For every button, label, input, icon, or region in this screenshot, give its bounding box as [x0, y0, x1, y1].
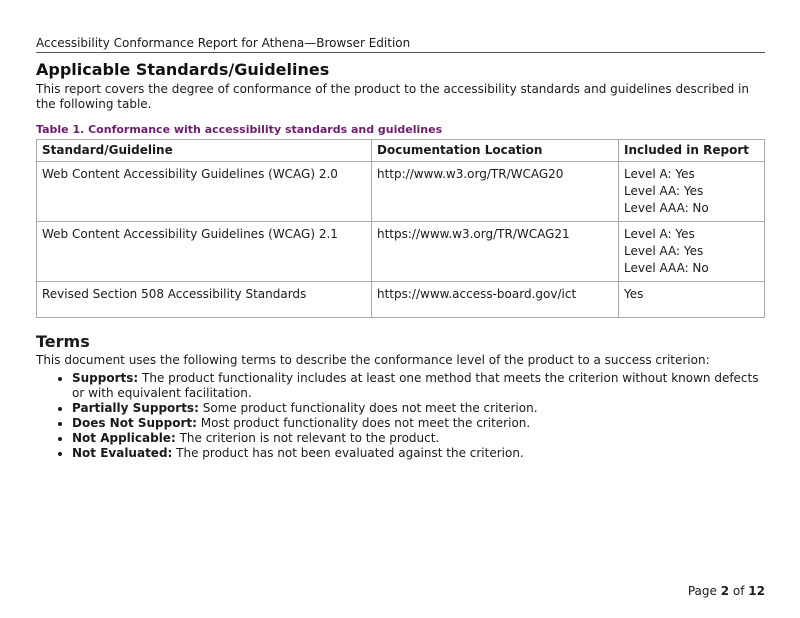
standard-cell: Web Content Accessibility Guidelines (WCAG) 2.0: [37, 162, 372, 222]
standard-cell: Revised Section 508 Accessibility Standards: [37, 282, 372, 318]
list-item: [72, 416, 765, 431]
page-footer: [688, 584, 765, 598]
location-cell: https://www.access-board.gov/ict: [372, 282, 619, 318]
column-header-standard: Standard/Guideline: [37, 140, 372, 162]
term-label: Does Not Support:: [72, 416, 197, 430]
included-cell: [619, 282, 765, 318]
term-definition: The product functionality includes at least one method that meets the criterion without known defects or with equivalent facilitation.: [72, 371, 759, 400]
section-heading-standards: Applicable Standards/Guidelines: [36, 60, 330, 79]
term-label: Partially Supports:: [72, 401, 199, 415]
document-page: [36, 0, 765, 461]
location-cell: https://www.w3.org/TR/WCAG21: [372, 222, 619, 282]
terms-intro: This document uses the following terms to describe the conformance level of the product to a success criterion:: [36, 353, 710, 367]
included-line: Level AAA: No: [624, 261, 709, 275]
included-line: Level AA: Yes: [624, 244, 704, 258]
list-item: [72, 446, 765, 461]
included-cell: [619, 222, 765, 282]
running-header: Accessibility Conformance Report for Athena—Browser Edition: [36, 36, 765, 53]
list-item: [72, 431, 765, 446]
list-item: [72, 401, 765, 416]
standard-cell: Web Content Accessibility Guidelines (WCAG) 2.1: [37, 222, 372, 282]
term-definition: Most product functionality does not meet the criterion.: [200, 416, 531, 430]
current-page-number: 2: [720, 584, 730, 598]
included-line: Level AA: Yes: [624, 184, 704, 198]
page-label: Page: [687, 584, 717, 598]
of-label: of: [732, 584, 745, 598]
table-header-row: [37, 140, 765, 162]
term-definition: Some product functionality does not meet the criterion.: [202, 401, 538, 415]
term-label: Not Evaluated:: [72, 446, 173, 460]
term-label: Not Applicable:: [72, 431, 176, 445]
term-label: Supports:: [72, 371, 139, 385]
list-item: [72, 371, 765, 401]
term-definition: The product has not been evaluated against the criterion.: [176, 446, 524, 460]
table-row: [37, 222, 765, 282]
table-row: [37, 162, 765, 222]
terms-list: [36, 371, 765, 461]
section-heading-terms: Terms: [36, 332, 90, 351]
included-cell: [619, 162, 765, 222]
included-line: Level A: Yes: [624, 167, 695, 181]
column-header-location: Documentation Location: [372, 140, 619, 162]
total-pages: 12: [748, 584, 765, 598]
included-line: Yes: [624, 287, 644, 301]
conformance-table: [36, 139, 765, 318]
included-line: Level A: Yes: [624, 227, 695, 241]
standards-intro: This report covers the degree of conformance of the product to the accessibility standards and guidelines described in the following table.: [36, 82, 749, 111]
table-caption: Table 1. Conformance with accessibility standards and guidelines: [36, 123, 443, 136]
table-row: [37, 282, 765, 318]
term-definition: The criterion is not relevant to the product.: [179, 431, 440, 445]
column-header-included: Included in Report: [619, 140, 765, 162]
location-cell: http://www.w3.org/TR/WCAG20: [372, 162, 619, 222]
included-line: Level AAA: No: [624, 201, 709, 215]
